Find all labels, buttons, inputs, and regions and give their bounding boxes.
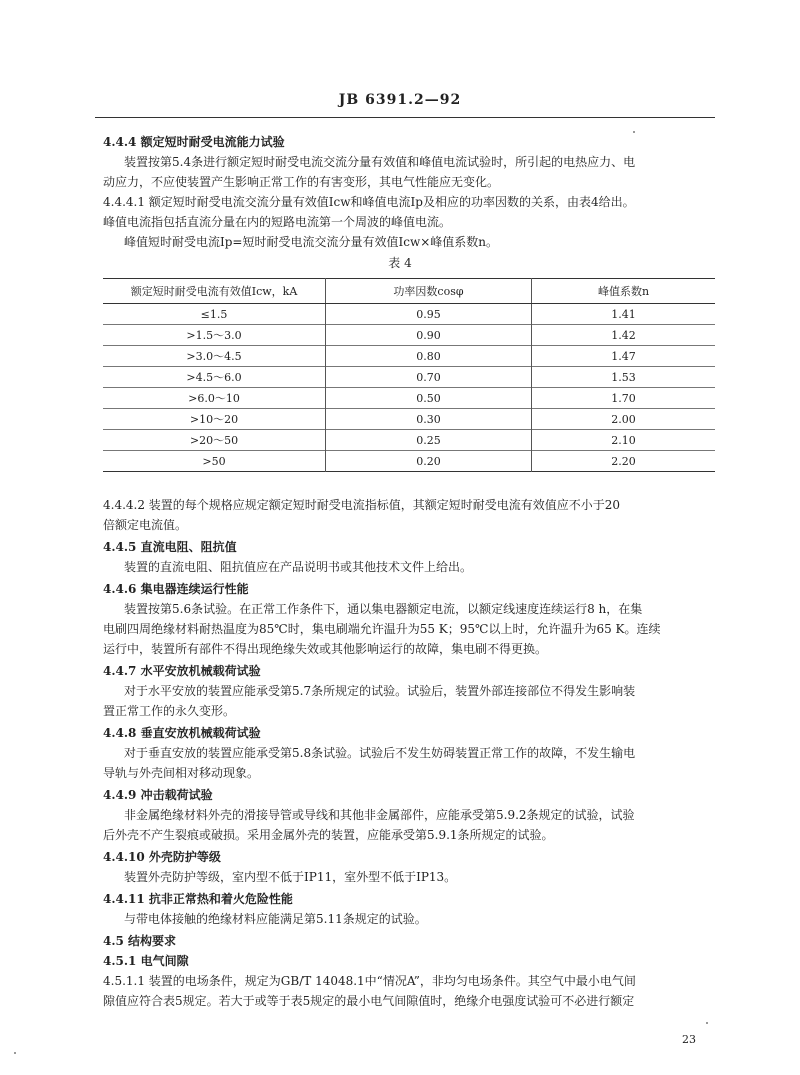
page-number: 23 [682,1033,696,1046]
table-header-cell: 功率因数cosφ [326,279,532,304]
scan-speck [706,1022,708,1024]
scan-speck [14,1052,16,1054]
section-heading-4-5-1: 4.5.1 电气间隙 [103,954,189,968]
table-cell: 0.25 [326,430,532,451]
document-code-header: JB 6391.2—92 [338,92,462,108]
paragraph-line: 装置按第5.4条进行额定短时耐受电流交流分量有效值和峰值电流试验时，所引起的电热应力、电 [124,155,636,169]
scan-speck [633,131,635,133]
table-cell: >6.0～10 [103,388,326,409]
paragraph-line: 装置外壳防护等级，室内型不低于IP11，室外型不低于IP13。 [124,870,457,884]
table-cell: 1.42 [532,325,716,346]
paragraph-line: 与带电体接触的绝缘材料应能满足第5.11条规定的试验。 [124,912,427,926]
section-heading-4-4-10: 4.4.10 外壳防护等级 [103,850,221,864]
section-heading-4-4-11: 4.4.11 抗非正常热和着火危险性能 [103,892,293,906]
clause-4-4-4-2: 4.4.4.2 装置的每个规格应规定额定短时耐受电流指标值，其额定短时耐受电流有效值应不小于20 [103,498,621,512]
table-cell: >20～50 [103,430,326,451]
table-cell: 0.70 [326,367,532,388]
paragraph-line: 峰值电流指包括直流分量在内的短路电流第一个周波的峰值电流。 [103,215,452,229]
header-rule [95,117,715,118]
table-cell: 0.30 [326,409,532,430]
table-row [103,451,715,472]
table-cell: 2.00 [532,409,716,430]
table-cell: 1.41 [532,304,716,325]
table-cell: 2.10 [532,430,716,451]
section-heading-4-4-8: 4.4.8 垂直安放机械载荷试验 [103,726,261,740]
clause-4-4-4-1: 4.4.4.1 额定短时耐受电流交流分量有效值Icw和峰值电流Ip及相应的功率因数的关系，由表4给出。 [103,195,635,209]
section-heading-4-4-4: 4.4.4 额定短时耐受电流能力试验 [103,135,285,149]
table-cell: 1.53 [532,367,716,388]
table-cell: >50 [103,451,326,472]
table-row [103,367,715,388]
paragraph-line: 运行中，装置所有部件不得出现绝缘失效或其他影响运行的故障，集电刷不得更换。 [103,642,548,656]
table-cell: >4.5～6.0 [103,367,326,388]
paragraph-line: 装置按第5.6条试验。在正常工作条件下，通以集电器额定电流，以额定线速度连续运行8 h，在集 [124,602,643,616]
table-cell: >3.0～4.5 [103,346,326,367]
table-cell: 0.95 [326,304,532,325]
paragraph-line: 对于水平安放的装置应能承受第5.7条所规定的试验。试验后，装置外部连接部位不得发生影响装 [124,684,636,698]
table-cell: 0.20 [326,451,532,472]
table-cell: >1.5～3.0 [103,325,326,346]
table-cell: 1.70 [532,388,716,409]
table-row [103,388,715,409]
paragraph-line: 隙值应符合表5规定。若大于或等于表5规定的最小电气间隙值时，绝缘介电强度试验可不必进行额定 [103,994,635,1008]
table-4 [103,278,715,472]
paragraph-line: 对于垂直安放的装置应能承受第5.8条试验。试验后不发生妨碍装置正常工作的故障，不发生输电 [124,746,636,760]
table-row [103,346,715,367]
paragraph-line: 电刷四周绝缘材料耐热温度为85℃时，集电刷端允许温升为55 K；95℃以上时，允许温升为65 K。连续 [103,622,661,636]
section-heading-4-4-5: 4.4.5 直流电阻、阻抗值 [103,540,237,554]
table-cell: 0.90 [326,325,532,346]
table-row [103,325,715,346]
table-header-row [103,279,715,304]
table-cell: 1.47 [532,346,716,367]
table-cell: 0.80 [326,346,532,367]
section-heading-4-4-6: 4.4.6 集电器连续运行性能 [103,582,249,596]
paragraph-line: 后外壳不产生裂痕或破损。采用金属外壳的装置，应能承受第5.9.1条所规定的试验。 [103,828,554,842]
paragraph-line: 装置的直流电阻、阻抗值应在产品说明书或其他技术文件上给出。 [124,560,473,574]
section-heading-4-4-9: 4.4.9 冲击载荷试验 [103,788,213,802]
clause-4-5-1-1: 4.5.1.1 装置的电场条件，规定为GB/T 14048.1中“情况A”，非均匀电场条件。其空气中最小电气间 [103,974,636,988]
peak-current-formula: 峰值短时耐受电流Ip=短时耐受电流交流分量有效值Icw×峰值系数n。 [124,235,498,249]
table-caption: 表 4 [388,256,412,270]
paragraph-line: 非金属绝缘材料外壳的滑接导管或导线和其他非金属部件，应能承受第5.9.2条规定的试验，试验 [124,808,635,822]
section-heading-4-4-7: 4.4.7 水平安放机械载荷试验 [103,664,261,678]
table-cell: >10～20 [103,409,326,430]
paragraph-line: 置正常工作的永久变形。 [103,704,236,718]
section-heading-4-5: 4.5 结构要求 [103,934,177,948]
paragraph-line: 导轨与外壳间相对移动现象。 [103,766,260,780]
table-header-cell: 额定短时耐受电流有效值Icw，kA [103,279,326,304]
table-cell: 0.50 [326,388,532,409]
table-cell: 2.20 [532,451,716,472]
table-header-cell: 峰值系数n [532,279,716,304]
table-row [103,430,715,451]
table-row [103,304,715,325]
table-cell: ≤1.5 [200,307,228,321]
table-row [103,409,715,430]
paragraph-line: 动应力，不应使装置产生影响正常工作的有害变形，其电气性能应无变化。 [103,175,500,189]
paragraph-line: 倍额定电流值。 [103,518,188,532]
